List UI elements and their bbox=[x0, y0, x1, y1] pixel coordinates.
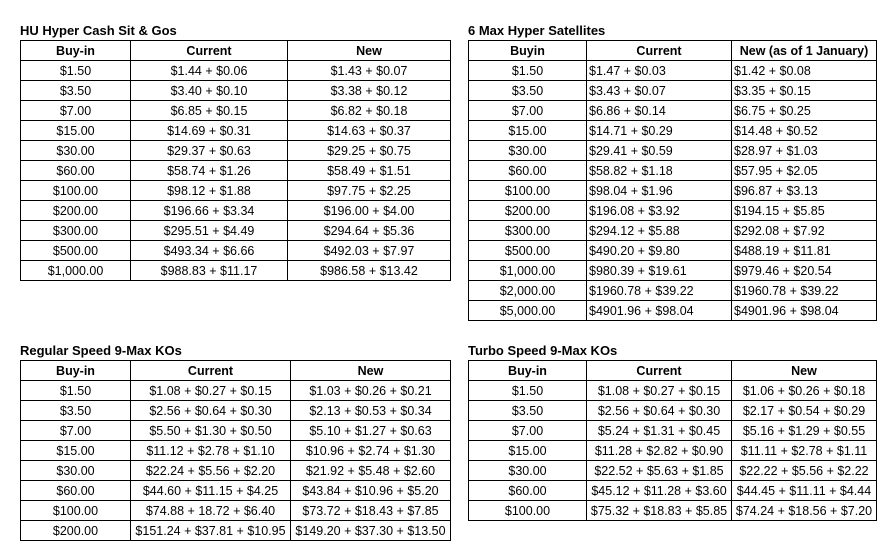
buyin-cell: $30.00 bbox=[469, 141, 587, 161]
new-cell: $43.84 + $10.96 + $5.20 bbox=[291, 481, 451, 501]
table-row bbox=[469, 161, 877, 181]
new-cell: $492.03 + $7.97 bbox=[288, 241, 451, 261]
current-cell: $75.32 + $18.83 + $5.85 bbox=[587, 501, 732, 521]
table-row bbox=[21, 221, 451, 241]
new-cell: $488.19 + $11.81 bbox=[732, 241, 877, 261]
new-cell: $4901.96 + $98.04 bbox=[732, 301, 877, 321]
buyin-cell: $1.50 bbox=[21, 61, 131, 81]
current-cell: $11.12 + $2.78 + $1.10 bbox=[131, 441, 291, 461]
table-row bbox=[469, 181, 877, 201]
current-cell: $1.08 + $0.27 + $0.15 bbox=[587, 381, 732, 401]
current-cell: $3.40 + $0.10 bbox=[131, 81, 288, 101]
table-row bbox=[21, 161, 451, 181]
new-cell: $149.20 + $37.30 + $13.50 bbox=[291, 521, 451, 541]
current-cell: $1.44 + $0.06 bbox=[131, 61, 288, 81]
current-cell: $4901.96 + $98.04 bbox=[587, 301, 732, 321]
buyin-cell: $15.00 bbox=[469, 441, 587, 461]
current-cell: $6.85 + $0.15 bbox=[131, 101, 288, 121]
table-row bbox=[469, 261, 877, 281]
current-cell: $2.56 + $0.64 + $0.30 bbox=[587, 401, 732, 421]
col-header: Current bbox=[131, 361, 291, 381]
table-row bbox=[21, 261, 451, 281]
new-cell: $73.72 + $18.43 + $7.85 bbox=[291, 501, 451, 521]
buyin-cell: $100.00 bbox=[21, 181, 131, 201]
current-cell: $14.71 + $0.29 bbox=[587, 121, 732, 141]
buyin-cell: $30.00 bbox=[21, 461, 131, 481]
col-header: Current bbox=[131, 41, 288, 61]
col-header: Buy-in bbox=[21, 41, 131, 61]
table-row bbox=[469, 421, 877, 441]
buyin-cell: $7.00 bbox=[21, 101, 131, 121]
new-cell: $74.24 + $18.56 + $7.20 bbox=[732, 501, 877, 521]
table-row bbox=[469, 381, 877, 401]
buyin-cell: $1.50 bbox=[469, 381, 587, 401]
new-cell: $3.35 + $0.15 bbox=[732, 81, 877, 101]
buyin-cell: $500.00 bbox=[469, 241, 587, 261]
buyin-cell: $30.00 bbox=[21, 141, 131, 161]
current-cell: $196.66 + $3.34 bbox=[131, 201, 288, 221]
buyin-cell: $15.00 bbox=[469, 121, 587, 141]
new-cell: $292.08 + $7.92 bbox=[732, 221, 877, 241]
new-cell: $57.95 + $2.05 bbox=[732, 161, 877, 181]
table-row bbox=[469, 201, 877, 221]
current-cell: $196.08 + $3.92 bbox=[587, 201, 732, 221]
table-row bbox=[21, 461, 451, 481]
buyin-cell: $1,000.00 bbox=[21, 261, 131, 281]
new-cell: $14.48 + $0.52 bbox=[732, 121, 877, 141]
current-cell: $1960.78 + $39.22 bbox=[587, 281, 732, 301]
six-max-satellites-block bbox=[468, 23, 877, 321]
current-cell: $2.56 + $0.64 + $0.30 bbox=[131, 401, 291, 421]
new-cell: $10.96 + $2.74 + $1.30 bbox=[291, 441, 451, 461]
buyin-cell: $3.50 bbox=[21, 401, 131, 421]
table-row bbox=[469, 441, 877, 461]
current-cell: $29.37 + $0.63 bbox=[131, 141, 288, 161]
six-max-satellites-table bbox=[468, 40, 877, 321]
buyin-cell: $300.00 bbox=[469, 221, 587, 241]
table-row bbox=[21, 81, 451, 101]
new-cell: $44.45 + $11.11 + $4.44 bbox=[732, 481, 877, 501]
table-row bbox=[21, 61, 451, 81]
table-row bbox=[469, 401, 877, 421]
table-title: Turbo Speed 9-Max KOs bbox=[468, 343, 618, 358]
buyin-cell: $7.00 bbox=[469, 101, 587, 121]
hu-hyper-block bbox=[20, 23, 451, 281]
new-cell: $2.13 + $0.53 + $0.34 bbox=[291, 401, 451, 421]
table-row bbox=[469, 481, 877, 501]
buyin-cell: $100.00 bbox=[469, 501, 587, 521]
table-row bbox=[21, 501, 451, 521]
new-cell: $28.97 + $1.03 bbox=[732, 141, 877, 161]
table-row bbox=[469, 241, 877, 261]
current-cell: $45.12 + $11.28 + $3.60 bbox=[587, 481, 732, 501]
table-row bbox=[469, 141, 877, 161]
buyin-cell: $60.00 bbox=[21, 481, 131, 501]
current-cell: $295.51 + $4.49 bbox=[131, 221, 288, 241]
new-cell: $1960.78 + $39.22 bbox=[732, 281, 877, 301]
current-cell: $58.82 + $1.18 bbox=[587, 161, 732, 181]
buyin-cell: $200.00 bbox=[21, 201, 131, 221]
table-row bbox=[21, 421, 451, 441]
new-cell: $96.87 + $3.13 bbox=[732, 181, 877, 201]
buyin-cell: $60.00 bbox=[21, 161, 131, 181]
table-row bbox=[21, 381, 451, 401]
current-cell: $22.24 + $5.56 + $2.20 bbox=[131, 461, 291, 481]
current-cell: $151.24 + $37.81 + $10.95 bbox=[131, 521, 291, 541]
buyin-cell: $15.00 bbox=[21, 441, 131, 461]
new-cell: $196.00 + $4.00 bbox=[288, 201, 451, 221]
table-row bbox=[21, 101, 451, 121]
table-row bbox=[21, 441, 451, 461]
table-row bbox=[469, 501, 877, 521]
current-cell: $5.50 + $1.30 + $0.50 bbox=[131, 421, 291, 441]
current-cell: $1.47 + $0.03 bbox=[587, 61, 732, 81]
current-cell: $294.12 + $5.88 bbox=[587, 221, 732, 241]
col-header: New bbox=[732, 361, 877, 381]
buyin-cell: $500.00 bbox=[21, 241, 131, 261]
col-header: Current bbox=[587, 41, 732, 61]
current-cell: $22.52 + $5.63 + $1.85 bbox=[587, 461, 732, 481]
table-row bbox=[469, 81, 877, 101]
current-cell: $98.04 + $1.96 bbox=[587, 181, 732, 201]
table-row bbox=[469, 221, 877, 241]
table-row bbox=[21, 521, 451, 541]
new-cell: $986.58 + $13.42 bbox=[288, 261, 451, 281]
new-cell: $294.64 + $5.36 bbox=[288, 221, 451, 241]
buyin-cell: $60.00 bbox=[469, 481, 587, 501]
buyin-cell: $5,000.00 bbox=[469, 301, 587, 321]
buyin-cell: $7.00 bbox=[21, 421, 131, 441]
buyin-cell: $30.00 bbox=[469, 461, 587, 481]
current-cell: $58.74 + $1.26 bbox=[131, 161, 288, 181]
new-cell: $22.22 + $5.56 + $2.22 bbox=[732, 461, 877, 481]
table-row bbox=[469, 61, 877, 81]
current-cell: $3.43 + $0.07 bbox=[587, 81, 732, 101]
table-title: HU Hyper Cash Sit & Gos bbox=[20, 23, 177, 38]
hu-hyper-table bbox=[20, 40, 451, 281]
new-cell: $29.25 + $0.75 bbox=[288, 141, 451, 161]
new-cell: $14.63 + $0.37 bbox=[288, 121, 451, 141]
new-cell: $1.03 + $0.26 + $0.21 bbox=[291, 381, 451, 401]
buyin-cell: $1,000.00 bbox=[469, 261, 587, 281]
new-cell: $6.82 + $0.18 bbox=[288, 101, 451, 121]
new-cell: $5.16 + $1.29 + $0.55 bbox=[732, 421, 877, 441]
new-cell: $5.10 + $1.27 + $0.63 bbox=[291, 421, 451, 441]
turbo-ko-table bbox=[468, 360, 877, 521]
new-cell: $194.15 + $5.85 bbox=[732, 201, 877, 221]
new-cell: $3.38 + $0.12 bbox=[288, 81, 451, 101]
table-row bbox=[21, 401, 451, 421]
current-cell: $988.83 + $11.17 bbox=[131, 261, 288, 281]
buyin-cell: $7.00 bbox=[469, 421, 587, 441]
table-row bbox=[469, 121, 877, 141]
buyin-cell: $15.00 bbox=[21, 121, 131, 141]
new-cell: $1.06 + $0.26 + $0.18 bbox=[732, 381, 877, 401]
current-cell: $74.88 + 18.72 + $6.40 bbox=[131, 501, 291, 521]
table-row bbox=[469, 301, 877, 321]
buyin-cell: $100.00 bbox=[469, 181, 587, 201]
buyin-cell: $1.50 bbox=[21, 381, 131, 401]
table-title: Regular Speed 9-Max KOs bbox=[20, 343, 182, 358]
table-row bbox=[469, 461, 877, 481]
buyin-cell: $1.50 bbox=[469, 61, 587, 81]
buyin-cell: $100.00 bbox=[21, 501, 131, 521]
regular-ko-block bbox=[20, 343, 451, 541]
col-header: Buy-in bbox=[469, 361, 587, 381]
table-title: 6 Max Hyper Satellites bbox=[468, 23, 606, 38]
current-cell: $98.12 + $1.88 bbox=[131, 181, 288, 201]
current-cell: $490.20 + $9.80 bbox=[587, 241, 732, 261]
col-header: New bbox=[291, 361, 451, 381]
buyin-cell: $200.00 bbox=[21, 521, 131, 541]
buyin-cell: $3.50 bbox=[21, 81, 131, 101]
table-row bbox=[21, 121, 451, 141]
new-cell: $979.46 + $20.54 bbox=[732, 261, 877, 281]
new-cell: $2.17 + $0.54 + $0.29 bbox=[732, 401, 877, 421]
table-row bbox=[21, 241, 451, 261]
table-row bbox=[21, 481, 451, 501]
new-cell: $58.49 + $1.51 bbox=[288, 161, 451, 181]
table-row bbox=[469, 101, 877, 121]
col-header: Buy-in bbox=[21, 361, 131, 381]
table-row bbox=[469, 281, 877, 301]
col-header: New bbox=[288, 41, 451, 61]
current-cell: $44.60 + $11.15 + $4.25 bbox=[131, 481, 291, 501]
col-header: Current bbox=[587, 361, 732, 381]
new-cell: $97.75 + $2.25 bbox=[288, 181, 451, 201]
current-cell: $29.41 + $0.59 bbox=[587, 141, 732, 161]
buyin-cell: $3.50 bbox=[469, 401, 587, 421]
col-header: Buyin bbox=[469, 41, 587, 61]
current-cell: $980.39 + $19.61 bbox=[587, 261, 732, 281]
new-cell: $1.43 + $0.07 bbox=[288, 61, 451, 81]
turbo-ko-block bbox=[468, 343, 877, 521]
new-cell: $11.11 + $2.78 + $1.11 bbox=[732, 441, 877, 461]
new-cell: $1.42 + $0.08 bbox=[732, 61, 877, 81]
buyin-cell: $2,000.00 bbox=[469, 281, 587, 301]
buyin-cell: $3.50 bbox=[469, 81, 587, 101]
current-cell: $493.34 + $6.66 bbox=[131, 241, 288, 261]
current-cell: $6.86 + $0.14 bbox=[587, 101, 732, 121]
current-cell: $1.08 + $0.27 + $0.15 bbox=[131, 381, 291, 401]
current-cell: $11.28 + $2.82 + $0.90 bbox=[587, 441, 732, 461]
buyin-cell: $200.00 bbox=[469, 201, 587, 221]
table-row bbox=[21, 201, 451, 221]
buyin-cell: $300.00 bbox=[21, 221, 131, 241]
buyin-cell: $60.00 bbox=[469, 161, 587, 181]
new-cell: $6.75 + $0.25 bbox=[732, 101, 877, 121]
table-row bbox=[21, 141, 451, 161]
current-cell: $5.24 + $1.31 + $0.45 bbox=[587, 421, 732, 441]
current-cell: $14.69 + $0.31 bbox=[131, 121, 288, 141]
col-header: New (as of 1 January) bbox=[732, 41, 877, 61]
regular-ko-table bbox=[20, 360, 451, 541]
new-cell: $21.92 + $5.48 + $2.60 bbox=[291, 461, 451, 481]
table-row bbox=[21, 181, 451, 201]
